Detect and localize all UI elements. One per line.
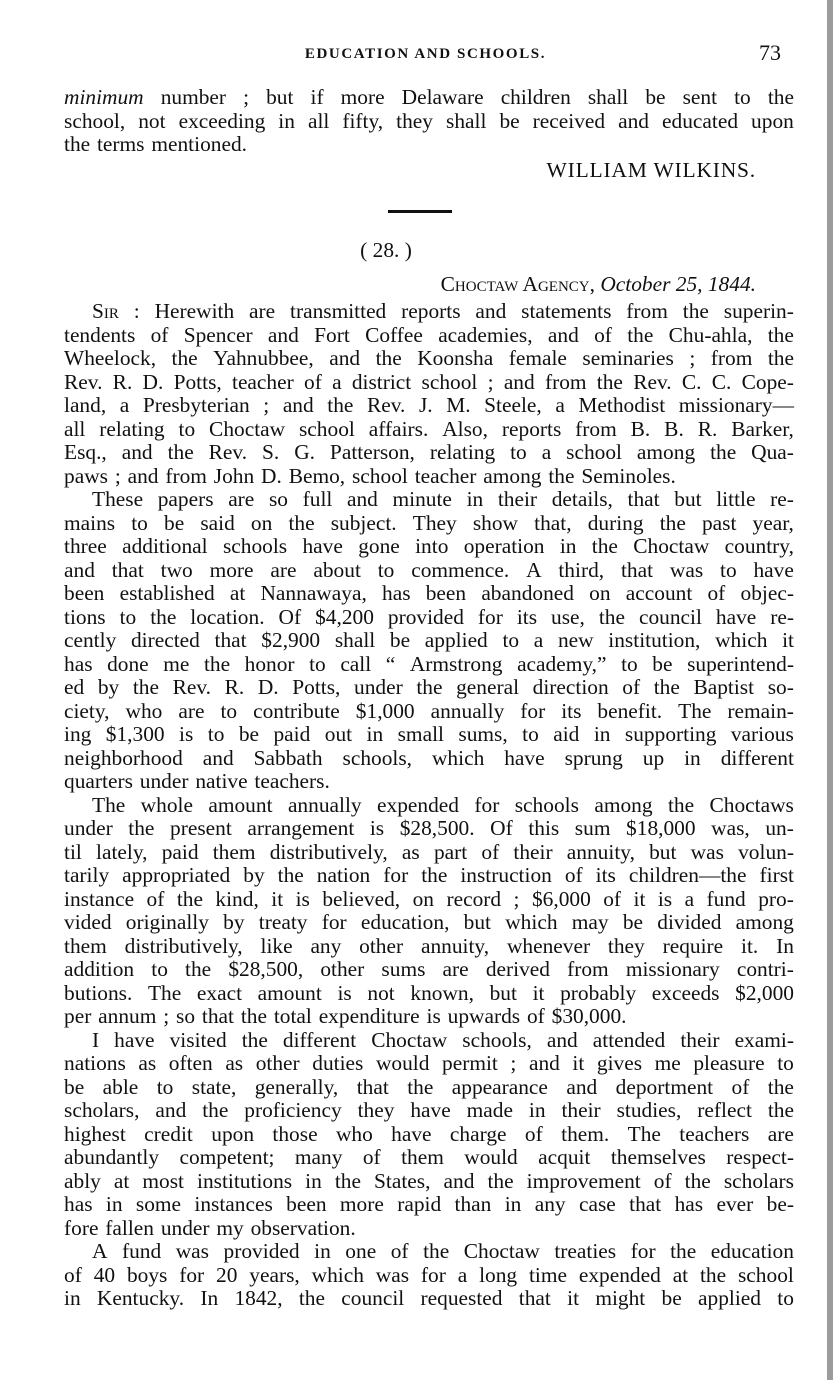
dateline-date: October 25, 1844. [600,271,756,296]
text-line: tendents of Spencer and Fort Coffee academies, and of the Chu-ahla, the [64,322,794,347]
text-line: has done me the honor to call “ Armstrong academy,” to be superintend- [64,651,794,676]
text-line: ed by the Rev. R. D. Potts, under the general direction of the Baptist so- [64,675,794,699]
text-line: neighborhood and Sabbath schools, which have sprung up in different [64,745,794,770]
text-line: scholars, and the proficiency they have made in their studies, reflect the [64,1098,794,1122]
text-line: These papers are so full and minute in their details, that but little re- [92,487,794,511]
text-line: Wheelock, the Yahnubbee, and the Koonsha female seminaries ; from the [64,346,794,370]
text-line: per annum ; so that the total expenditure is upwards of $30,000. [64,1004,627,1028]
text-line: quarters under native teachers. [64,769,330,793]
text-line: school, not exceeding in all fifty, they shall be received and educated upon [64,108,794,133]
text-line: has in some instances been more rapid than in any case that has ever be- [64,1192,794,1216]
opening-fragment [64,86,794,182]
dateline-place: Choctaw Agency, [440,271,595,296]
page-body [64,86,794,1311]
text-line: mains to be said on the subject. They show that, during the past year, [64,510,794,535]
text-line: land, a Presbyterian ; and the Rev. J. M. Steele, a Methodist missionary— [64,393,794,417]
text-line: ably at most institutions in the States, and the improvement of the scholars [64,1168,794,1193]
document-number: ( 28. ) [360,238,412,262]
text-line: three additional schools have gone into operation in the Choctaw country, [64,534,794,558]
paragraph [64,300,794,488]
text-line: til lately, paid them distributively, as part of their annuity, but was volun- [64,839,794,864]
text-line: Rev. R. D. Potts, teacher of a district school ; and from the Rev. C. C. Cope- [64,369,794,394]
text-line: under the present arrangement is $28,500. Of this sum $18,000 was, un- [64,816,794,840]
text-line: fore fallen under my observation. [64,1215,356,1240]
dateline [64,273,794,297]
section-divider [388,210,452,213]
page-header [64,40,787,70]
text-line: tions to the location. Of $4,200 provided for its use, the council have re- [64,604,794,629]
text-line: and that two more are about to commence. A third, that was to have [64,557,794,582]
text-line: tarily appropriated by the nation for the instruction of its children—the first [64,863,794,887]
text-line: cently directed that $2,900 shall be applied to a new institution, which it [64,628,794,652]
paragraph [64,794,794,1029]
text-line: highest credit upon those who have charge of them. The teachers are [64,1121,794,1146]
page-number: 73 [759,40,781,65]
letter-body [64,300,794,1311]
text-line: instance of the kind, it is believed, on record ; $6,000 of it is a fund pro- [64,886,794,911]
text-line: minimum number ; but if more Delaware children shall be sent to the [64,85,794,109]
text-line: addition to the $28,500, other sums are derived from missionary contri- [64,957,794,981]
text-line: ciety, who are to contribute $1,000 annually for its benefit. The remain- [64,698,794,723]
text-line: I have visited the different Choctaw schools, and attended their exami- [92,1027,794,1052]
text-line: all relating to Choctaw school affairs. Also, reports from B. B. R. Barker, [64,416,794,441]
text-line: nations as often as other duties would permit ; and it gives me pleasure to [64,1051,794,1075]
paragraph [64,1029,794,1241]
paragraph [64,488,794,794]
running-head: EDUCATION AND SCHOOLS. [304,46,547,62]
text-line: The whole amount annually expended for schools among the Choctaws [92,792,794,817]
text-line: in Kentucky. In 1842, the council requested that it might be applied to [64,1286,794,1310]
text-line: been established at Nannawaya, has been abandoned on account of objec- [64,581,794,605]
text-line: paws ; and from John D. Bemo, school teacher among the Seminoles. [64,463,676,488]
text-line: Esq., and the Rev. S. G. Patterson, relating to a school among the Qua- [64,440,794,464]
text-line: be able to state, generally, that the appearance and deportment of the [64,1074,794,1099]
text-line: the terms mentioned. [64,132,248,156]
text-line: vided originally by treaty for education, but which may be divided among [64,910,794,934]
text-line: ing $1,300 is to be paid out in small sums, to aid in supporting various [64,722,794,746]
text-line: butions. The exact amount is not known, but it probably exceeds $2,000 [64,980,794,1005]
text-line: them distributively, like any other annuity, whenever they require it. In [64,933,794,958]
text-line: abundantly competent; many of them would acquit themselves respect- [64,1145,794,1169]
text-line: Sir : Herewith are transmitted reports and statements from the superin- [92,299,794,323]
text-line: A fund was provided in one of the Choctaw treaties for the education [92,1239,794,1263]
paragraph [64,1240,794,1311]
text-line: of 40 boys for 20 years, which was for a long time expended at the school [64,1262,794,1287]
signature: WILLIAM WILKINS. [546,157,756,182]
